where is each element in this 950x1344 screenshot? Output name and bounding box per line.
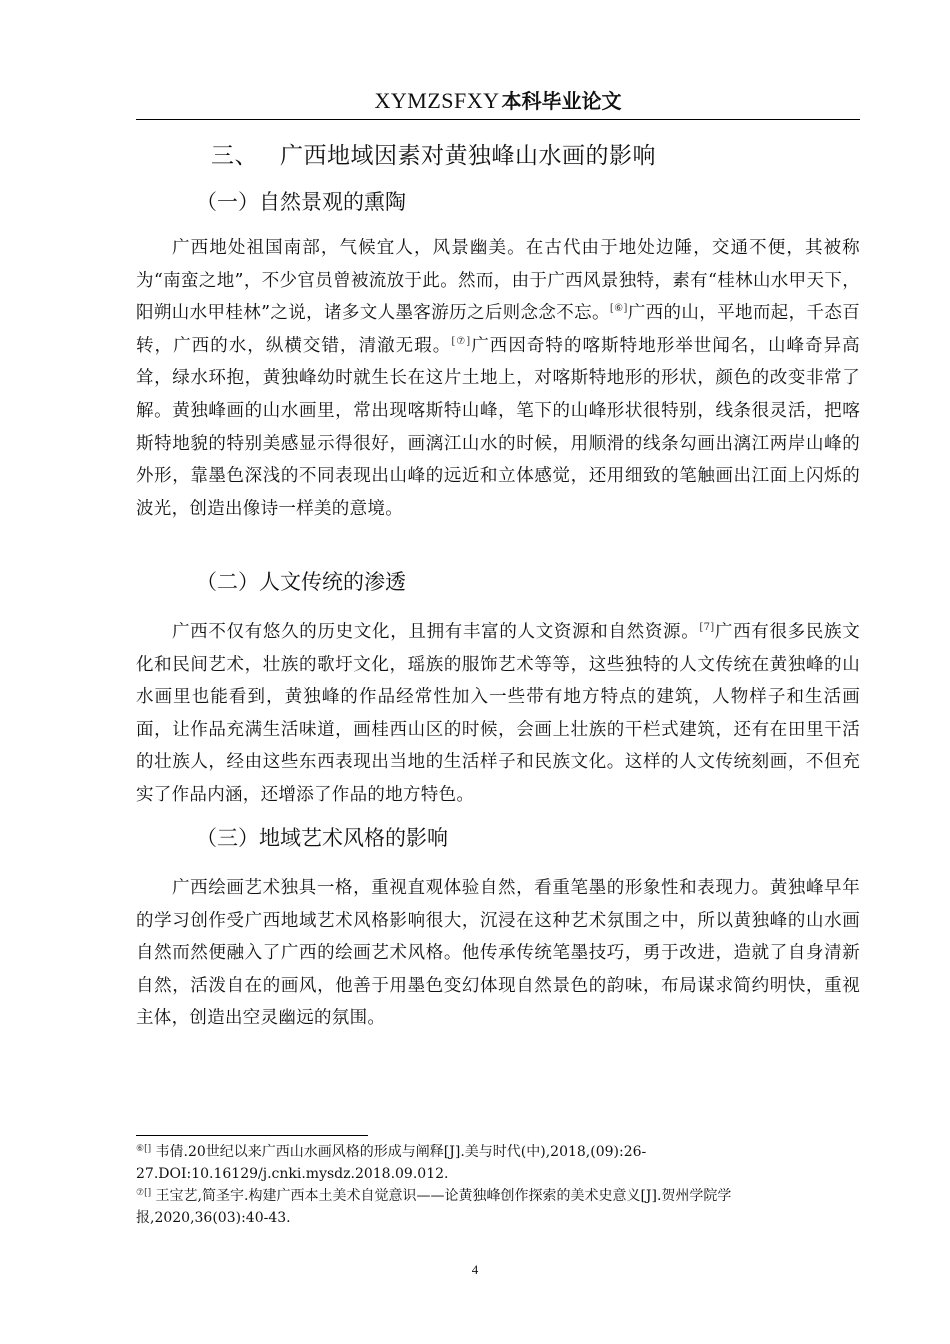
footnote-mark: ⑥[] [136,1144,152,1154]
page-number: 4 [471,1262,479,1277]
footnote-1 [136,1142,860,1185]
paragraph-3 [136,872,860,1035]
paragraph-text: 广西的山，平地而起，千态百转，广西的水，纵横交错，清澈无瑕。 [136,303,861,356]
citation-ref[interactable]: [7] [699,622,715,633]
subsection-heading-3: （三）地域艺术风格的影响 [196,826,448,850]
footnote-text: 王宝艺,简圣宇.构建广西本土美术自觉意识——论黄独峰创作探索的美术史意义[J].贺州学院学报,2020,36(03):40-43. [136,1188,732,1226]
paragraph-text: 广西因奇特的喀斯特地形举世闻名，山峰奇异高耸，绿水环抱，黄独峰幼时就生长在这片土地上，对喀斯特地形的形状，颜色的改变非常了解。黄独峰画的山水画里，常出现喀斯特山峰，笔下的山峰形状很特别，线条很灵活，把喀斯特地貌的特别美感显示得很好，画漓江山水的时候，用顺滑的线条勾画出漓江两岸山峰的外形，靠墨色深浅的不同表现出山峰的远近和立体感觉，还用细致的笔触画出江面上闪烁的波光，创造出像诗一样美的意境。 [136,335,860,519]
citation-ref[interactable]: [⑦] [451,335,471,347]
paragraph-1 [136,232,860,525]
section-heading [211,141,656,171]
footnote-mark: ⑦[] [136,1188,152,1198]
header-code: XYMZSFXY [374,88,500,113]
section-number: 三、 [211,143,258,169]
header-rule [136,119,860,120]
header-title: 本科毕业论文 [501,89,622,113]
paragraph-text: 广西绘画艺术独具一格，重视直观体验自然，看重笔墨的形象性和表现力。黄独峰早年的学习创作受广西地域艺术风格影响很大，沉浸在这种艺术氛围之中，所以黄独峰的山水画自然而然便融入了广西的绘画艺术风格。他传承传统笔墨技巧，勇于改进，造就了自身清新自然，活泼自在的画风，他善于用墨色变幻体现自然景色的韵味，布局谋求简约明快，重视主体，创造出空灵幽远的氛围。 [136,878,860,1029]
paragraph-2 [136,616,860,812]
footnote-2 [136,1186,860,1229]
subsection-heading-1: （一）自然景观的熏陶 [196,190,406,214]
citation-ref[interactable]: [⑥] [609,303,628,315]
footnote-text: 韦倩.20世纪以来广西山水画风格的形成与阐释[J].美与时代(中),2018,(09):26-27.DOI:10.16129/j.cnki.mysdz.2018.09.012. [136,1144,647,1182]
page-header [136,86,860,117]
footnote-rule [136,1135,368,1136]
paragraph-text: 广西地处祖国南部，气候宜人，风景幽美。在古代由于地处边陲，交通不便，其被称为“南蛮之地”，不少官员曾被流放于此。然而，由于广西风景独特，素有“桂林山水甲天下，阳朔山水甲桂林”之说，诸多文人墨客游历之后则念念不忘。 [136,238,860,324]
paragraph-text: 广西不仅有悠久的历史文化，且拥有丰富的人文资源和自然资源。 [172,622,700,642]
section-title: 广西地域因素对黄独峰山水画的影响 [280,143,656,169]
subsection-heading-2: （二）人文传统的渗透 [196,570,406,594]
paragraph-text: 广西有很多民族文化和民间艺术，壮族的歌圩文化，瑶族的服饰艺术等等，这些独特的人文传统在黄独峰的山水画里也能看到，黄独峰的作品经常性加入一些带有地方特点的建筑，人物样子和生活画面，让作品充满生活味道，画桂西山区的时候，会画上壮族的干栏式建筑，还有在田里干活的壮族人，经由这些东西表现出当地的生活样子和民族文化。这样的人文传统刻画，不但充实了作品内涵，还增添了作品的地方特色。 [136,622,860,805]
